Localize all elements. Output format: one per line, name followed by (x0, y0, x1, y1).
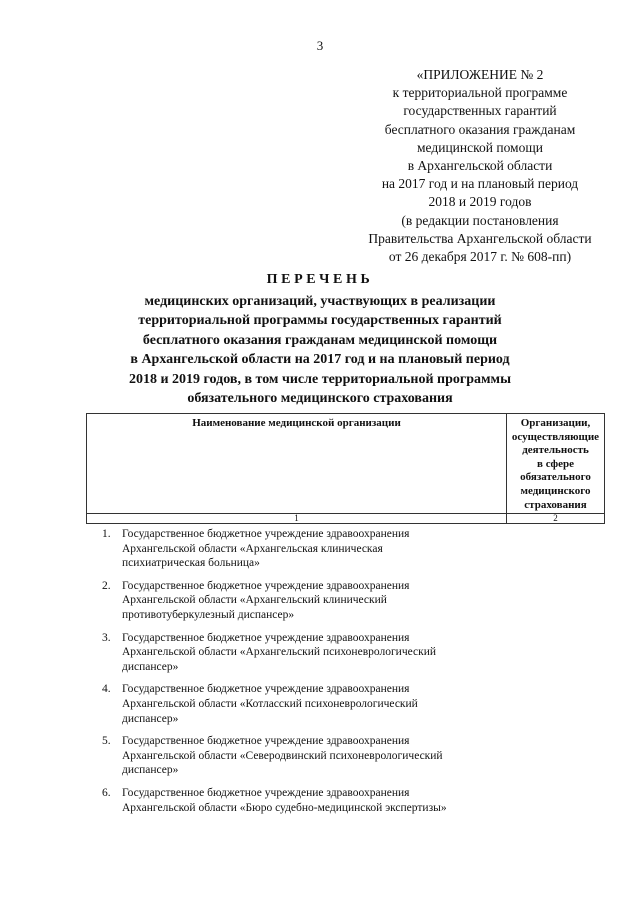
row-line: Государственное бюджетное учреждение здравоохранения (122, 528, 410, 540)
row-line: Государственное бюджетное учреждение здравоохранения (122, 579, 410, 592)
header-oms-line: Организации, (520, 417, 591, 429)
header-oms-line: деятельность (522, 444, 589, 457)
row-number: 5. (102, 735, 111, 748)
row-line: Архангельской области «Архангельский клинический (122, 594, 387, 607)
subtitle-line: 2018 и 2019 годов, в том числе территориальной программы (128, 371, 512, 387)
row-line: Архангельской области «Архангельский психоневрологический (122, 646, 437, 659)
row-organization-name (122, 682, 604, 726)
row-line: Государственное бюджетное учреждение здравоохранения (122, 735, 410, 748)
row-line: диспансер» (122, 764, 179, 777)
organizations-list (86, 527, 604, 823)
row-line: психиатрическая больница» (122, 557, 260, 570)
row-number: 2. (102, 579, 111, 592)
header-oms-line: обязательного (520, 471, 591, 484)
appendix-line: бесплатного оказания гражданам (384, 121, 576, 137)
subtitle-line: бесплатного оказания гражданам медицинской помощи (142, 332, 498, 348)
document-subtitle (0, 292, 640, 408)
header-oms-line: осуществляющие (511, 430, 600, 443)
row-line: Архангельской области «Котласский психоневрологический (122, 697, 418, 710)
row-number: 6. (102, 786, 111, 799)
list-item (86, 682, 604, 726)
subtitle-line: в Архангельской области на 2017 год и на плановый период (130, 352, 510, 368)
column-number-2: 2 (507, 514, 605, 524)
list-item (86, 579, 604, 623)
list-item (86, 734, 604, 778)
appendix-line: от 26 декабря 2017 г. № 608-пп) (388, 249, 572, 265)
row-line: Государственное бюджетное учреждение здравоохранения (122, 631, 410, 644)
header-oms-line: в сфере (537, 457, 574, 470)
appendix-line: к территориальной программе (392, 85, 568, 101)
row-organization-name (122, 527, 604, 571)
appendix-line: 2018 и 2019 годов (428, 194, 532, 210)
list-item (86, 527, 604, 571)
row-organization-name (122, 631, 604, 675)
appendix-line: на 2017 год и на плановый период (381, 176, 579, 192)
row-line: Государственное бюджетное учреждение здравоохранения (122, 786, 410, 799)
row-line: Государственное бюджетное учреждение здравоохранения (122, 683, 410, 696)
header-oms-line: медицинского (520, 484, 591, 497)
row-line: Архангельской области «Бюро судебно-медицинской экспертизы» (122, 801, 447, 814)
appendix-line: (в редакции постановления (401, 212, 559, 228)
list-item (86, 786, 604, 815)
document-title: ПЕРЕЧЕНЬ (266, 272, 374, 287)
row-line: диспансер» (122, 712, 179, 725)
page-number: 3 (316, 38, 324, 53)
row-line: диспансер» (122, 660, 179, 673)
header-oms-line: страхования (524, 498, 587, 511)
appendix-line: «ПРИЛОЖЕНИЕ № 2 (416, 67, 544, 82)
appendix-line: Правительства Архангельской области (368, 230, 592, 246)
row-number: 3. (102, 631, 111, 644)
header-oms-organizations (507, 414, 605, 514)
list-item (86, 631, 604, 675)
appendix-block (330, 66, 630, 266)
appendix-line: в Архангельской области (407, 158, 553, 174)
row-number: 4. (102, 683, 111, 696)
appendix-line: государственных гарантий (403, 103, 557, 119)
appendix-line: медицинской помощи (417, 139, 543, 155)
column-number-1: 1 (87, 514, 507, 524)
row-organization-name (122, 786, 604, 815)
organizations-table-header (86, 413, 605, 524)
row-line: Архангельской области «Архангельская клиническая (122, 542, 383, 555)
subtitle-line: медицинских организаций, участвующих в реализации (144, 294, 496, 309)
subtitle-line: обязательного медицинского страхования (187, 391, 453, 407)
row-line: противотуберкулезный диспансер» (122, 608, 295, 621)
row-organization-name (122, 734, 604, 778)
row-line: Архангельской области «Северодвинский психоневрологический (122, 749, 443, 762)
row-organization-name (122, 579, 604, 623)
header-organization-name: Наименование медицинской организации (87, 414, 507, 514)
subtitle-line: территориальной программы государственных гарантий (138, 313, 502, 329)
row-number: 1. (102, 528, 111, 540)
